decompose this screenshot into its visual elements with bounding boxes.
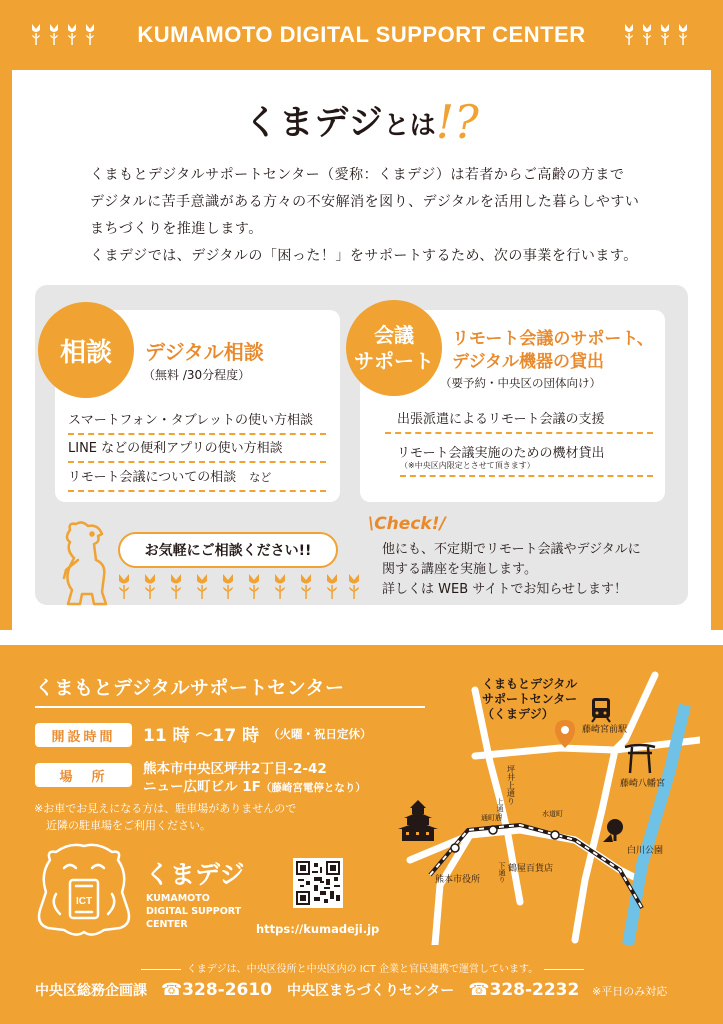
- exclamation-mark: !?: [435, 95, 479, 149]
- hours-note: （火曜・祝日定休）: [268, 727, 372, 741]
- consult-title: デジタル相談: [145, 340, 264, 364]
- map-label-street: 坪井上通り: [506, 765, 516, 805]
- check-text: 他にも、不定期でリモート会議やデジタルに 関する講座を実施します。 詳しくは WEB サイトでお知らせします！: [382, 542, 641, 597]
- parking-note: ※お車でお見えになる方は、駐車場がありませんので 近隣の駐車場をご利用ください。: [34, 802, 297, 832]
- header-title: KUMAMOTO DIGITAL SUPPORT CENTER: [137, 22, 586, 47]
- center-name: くまもとデジタルサポートセンター: [35, 677, 345, 699]
- side-border-left: [0, 70, 12, 630]
- map-label-park: 白川公園: [627, 846, 664, 856]
- list-item: リモート会議についての相談 など: [68, 466, 326, 492]
- contact-1: 中央区総務企画課 ☎328-2610: [35, 980, 273, 1000]
- area-map: [380, 670, 700, 945]
- list-item: LINE などの便利アプリの使い方相談: [68, 437, 326, 463]
- hours-label: 開設時間: [35, 723, 132, 747]
- list-item: スマートフォン・タブレットの使い方相談: [68, 409, 326, 435]
- hours-value: 11 時 ～17 時: [143, 726, 260, 746]
- meeting-item-note: （※中央区内限定とさせて頂きます）: [400, 460, 653, 477]
- meeting-title: リモート会議のサポート、 デジタル機器の貸出: [452, 329, 654, 372]
- map-label-stop: 通町筋: [481, 814, 502, 822]
- map-label-stop: 水道町: [542, 810, 563, 818]
- consult-badge: 相談: [38, 302, 134, 398]
- logo-ict-mark: ICT: [75, 896, 93, 907]
- brand-name: くまデジ: [145, 860, 245, 889]
- map-center-label: （くまデジ）: [482, 707, 554, 721]
- side-border-right: [711, 70, 723, 630]
- tulip-row-decoration: [115, 570, 365, 606]
- place-label: 場 所: [35, 763, 132, 787]
- map-center-label: サポートセンター: [482, 692, 578, 706]
- check-label: \Check!/: [368, 514, 446, 534]
- park-tree-icon: [603, 819, 623, 842]
- location-pin-icon: [555, 720, 575, 748]
- contact-note: ※平日のみ対応: [592, 985, 668, 998]
- website-link[interactable]: https://kumadeji.jp: [256, 922, 380, 936]
- qr-code[interactable]: [293, 858, 343, 908]
- page-title: くまデジとは!?: [244, 95, 479, 149]
- meeting-badge: 会議 サポート: [346, 300, 442, 396]
- divider: [35, 706, 425, 708]
- map-center-label: くまもとデジタル: [482, 677, 578, 691]
- map-label-dept: 鶴屋百貨店: [508, 864, 554, 874]
- intro-paragraph: くまもとデジタルサポートセンター（愛称：くまデジ）は若者からご高齢の方まで デジタルに苦手意識がある方々の不安解消を図り、デジタルを活用した暮らしやすい まちづくりを推進します。 くまデジでは、デジタルの「困った！」をサポートするため、次の事業を行います。: [90, 167, 640, 264]
- map-label-station: 藤崎宮前駅: [582, 725, 628, 735]
- kumadeji-logo: [30, 838, 138, 942]
- address-line1: 熊本市中央区坪井2丁目-2-42: [143, 761, 327, 777]
- meeting-note: （要予約・中央区の団体向け）: [440, 376, 601, 390]
- list-item: リモート会議実施のための機材貸出: [397, 446, 605, 461]
- consult-note: （無料 /30分程度）: [143, 368, 251, 382]
- map-label-street: 上通り: [496, 798, 504, 819]
- brand-english: KUMAMOTO DIGITAL SUPPORT CENTER: [146, 893, 242, 930]
- contact-tagline: お気軽にご相談ください!!: [118, 532, 338, 568]
- map-label-city-hall: 熊本市役所: [435, 875, 481, 885]
- partnership-note: くまデジは、中央区役所と中央区内の ICT 企業と官民連携で運営しています。: [35, 960, 690, 975]
- map-label-street: 下通り: [498, 862, 506, 883]
- castle-icon: [398, 800, 438, 841]
- list-item: 出張派遣によるリモート会議の支援: [385, 408, 653, 434]
- contact-2: 中央区まちづくりセンター ☎328-2232: [287, 980, 580, 1000]
- address-line2: ニュー広町ビル 1F（藤崎宮電停となり）: [143, 779, 366, 795]
- map-label-shrine: 藤崎八幡宮: [620, 779, 666, 789]
- bear-illustration: [58, 520, 118, 608]
- train-icon: [592, 698, 610, 722]
- flower-decoration-right: [623, 20, 693, 50]
